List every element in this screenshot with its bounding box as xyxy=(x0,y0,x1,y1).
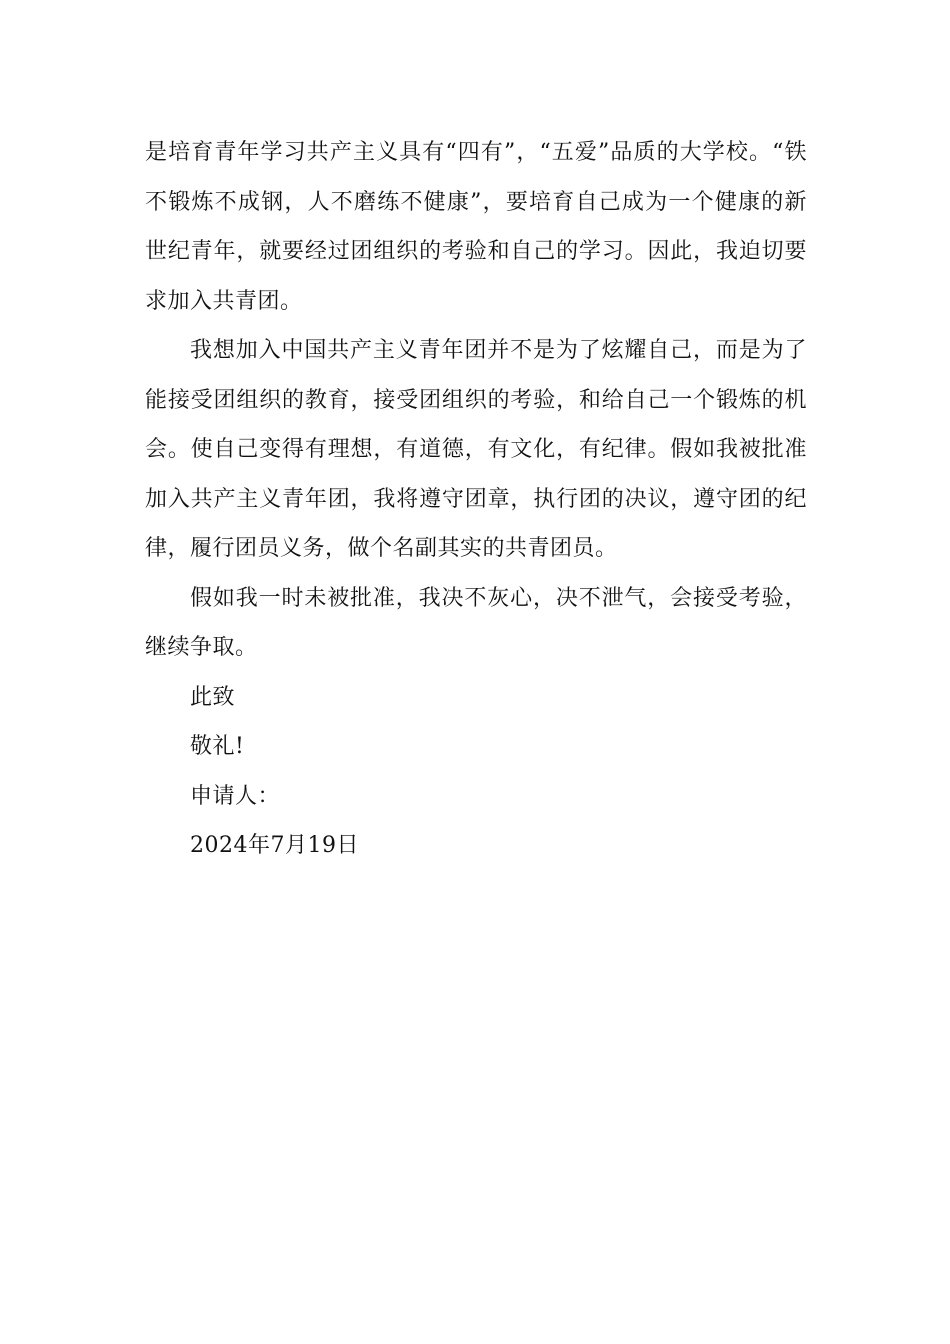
document-date: 2024年7月19日 xyxy=(190,833,359,858)
body-paragraph: 我想加入中国共产主义青年团并不是为了炫耀自己，而是为了能接受团组织的教育，接受团组织的考验，和给自己一个锻炼的机会。使自己变得有理想，有道德，有文化，有纪律。假如我被批准加入共产主义青年团，我将遵守团章，执行团的决议，遵守团的纪律，履行团员义务，做个名副其实的共青团员。 xyxy=(145,338,807,561)
body-paragraph-continued: 是培育青年学习共产主义具有“四有”，“五爱”品质的大学校。“铁不锻炼不成钢，人不磨练不健康”，要培育自己成为一个健康的新世纪青年，就要经过团组织的考验和自己的学习。因此，我迫切要求加入共青团。 xyxy=(145,140,807,314)
body-paragraph: 假如我一时未被批准，我决不灰心，决不泄气，会接受考验，继续争取。 xyxy=(145,585,807,660)
signature-label: 申请人： xyxy=(190,783,281,809)
closing-regards: 敬礼! xyxy=(190,734,245,759)
document-body xyxy=(145,128,807,871)
closing-salutation: 此致 xyxy=(190,684,236,710)
